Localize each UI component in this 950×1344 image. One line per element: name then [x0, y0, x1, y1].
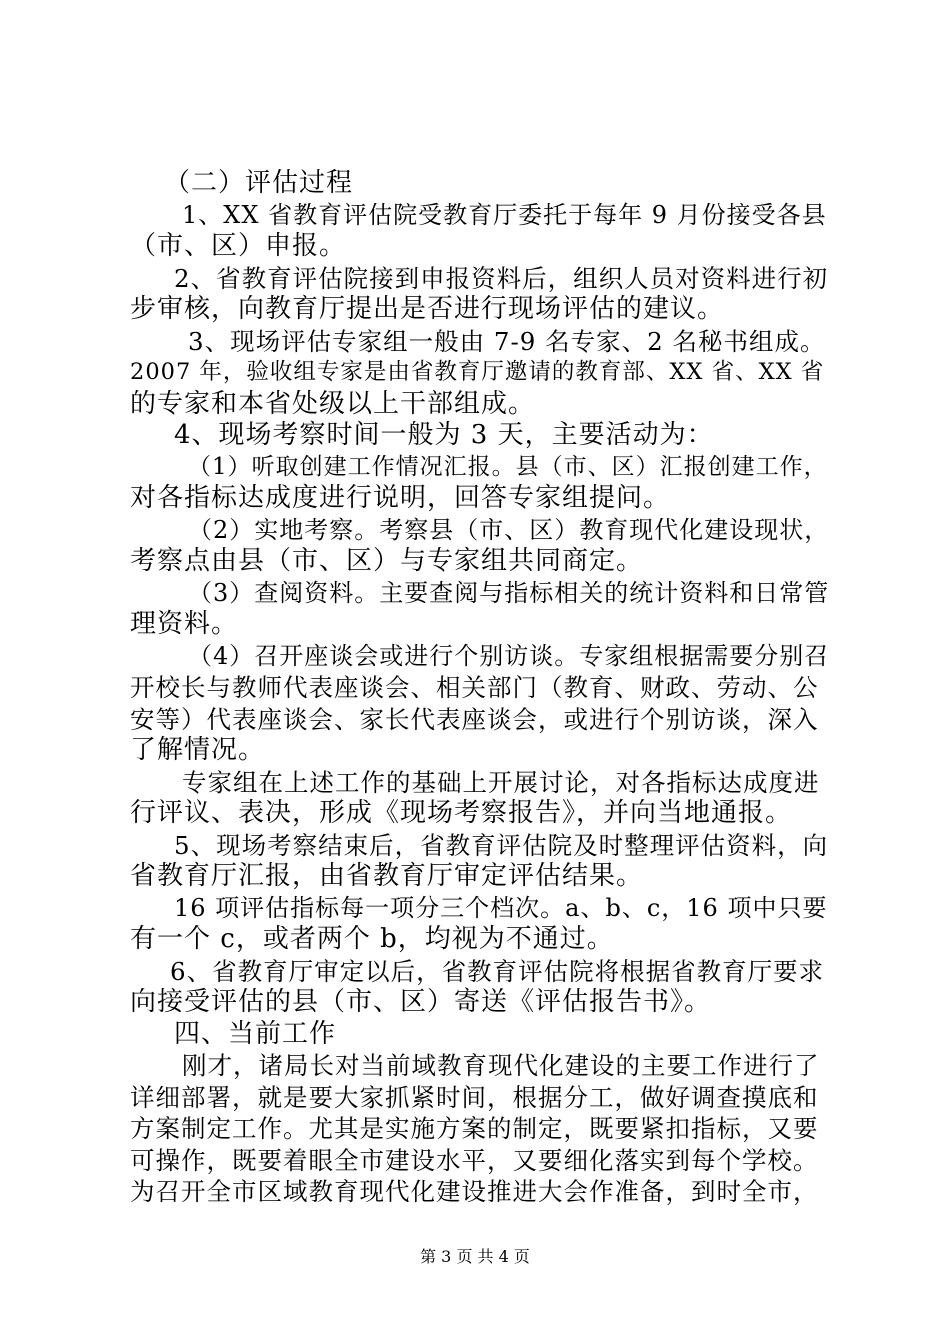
text-line: （1）听取创建工作情况汇报。县（市、区）汇报创建工作， [188, 453, 828, 480]
page-footer: 第 3 页 共 4 页 [420, 1247, 530, 1266]
text-line: 理资料。 [130, 609, 239, 639]
text-line: 对各指标达成度进行说明，回答专家组提问。 [130, 483, 671, 513]
text-line: （4）召开座谈会或进行个别访谈。专家组根据需要分别召 [188, 641, 830, 670]
text-line: 四、当前工作 [174, 1018, 337, 1049]
text-line: 4、现场考察时间一般为 3 天，主要活动为： [174, 420, 714, 450]
document-body [130, 168, 830, 1208]
text-line: 考察点由县（市、区）与专家组共同商定。 [130, 546, 644, 576]
text-line: 方案制定工作。尤其是实施方案的制定，既要紧扣指标，又要 [130, 1114, 819, 1143]
text-line: 1、XX 省教育评估院受教育厅委托于每年 9 月份接受各县 [182, 200, 827, 229]
text-line: （3）查阅资料。主要查阅与指标相关的统计资料和日常管 [188, 578, 830, 607]
text-line: 6、省教育厅审定以后，省教育评估院将根据省教育厅要求 [170, 956, 825, 986]
text-line: 行评议、表决，形成《现场考察报告》，并向当地通报。 [130, 798, 793, 828]
text-line: 向接受评估的县（市、区）寄送《评估报告书》。 [130, 987, 712, 1017]
text-line: （市、区）申报。 [130, 231, 347, 261]
text-line: 5、现场考察结束后，省教育评估院及时整理评估资料，向 [174, 830, 829, 860]
text-line: 省教育厅汇报，由省教育厅审定评估结果。 [130, 861, 644, 891]
text-line: 安等）代表座谈会、家长代表座谈会，或进行个别访谈，深入 [130, 704, 819, 734]
text-line: 步审核，向教育厅提出是否进行现场评估的建议。 [130, 294, 725, 324]
text-line: 了解情况。 [130, 735, 266, 765]
text-line: 可操作，既要着眼全市建设水平，又要细化落实到每个学校。 [130, 1145, 819, 1175]
text-line: 有一个 c，或者两个 b，均视为不通过。 [130, 924, 614, 954]
text-line: 专家组在上述工作的基础上开展讨论，对各指标达成度进 [182, 767, 820, 797]
text-line: （2）实地考察。考察县（市、区）教育现代化建设现状， [188, 515, 830, 544]
text-line: 的专家和本省处级以上干部组成。 [130, 388, 536, 419]
text-line: 2007 年，验收组专家是由省教育厅邀请的教育部、XX 省、XX 省 [130, 359, 825, 385]
text-line: 3、现场评估专家组一般由 7-9 名专家、2 名秘书组成。 [188, 326, 826, 356]
text-line: 16 项评估指标每一项分三个档次。a、b、c，16 项中只要 [174, 893, 828, 922]
text-line: （二）评估过程 [164, 168, 354, 198]
text-line: 详细部署，就是要大家抓紧时间，根据分工，做好调查摸底和 [130, 1082, 819, 1112]
text-line: 2、省教育评估院接到申报资料后，组织人员对资料进行初 [174, 263, 829, 293]
text-line: 开校长与教师代表座谈会、相关部门（教育、财政、劳动、公 [130, 673, 819, 702]
text-line: 为召开全市区域教育现代化建设推进大会作准备，到时全市， [130, 1177, 819, 1206]
text-line: 刚才，诸局长对当前域教育现代化建设的主要工作进行了 [182, 1051, 820, 1080]
